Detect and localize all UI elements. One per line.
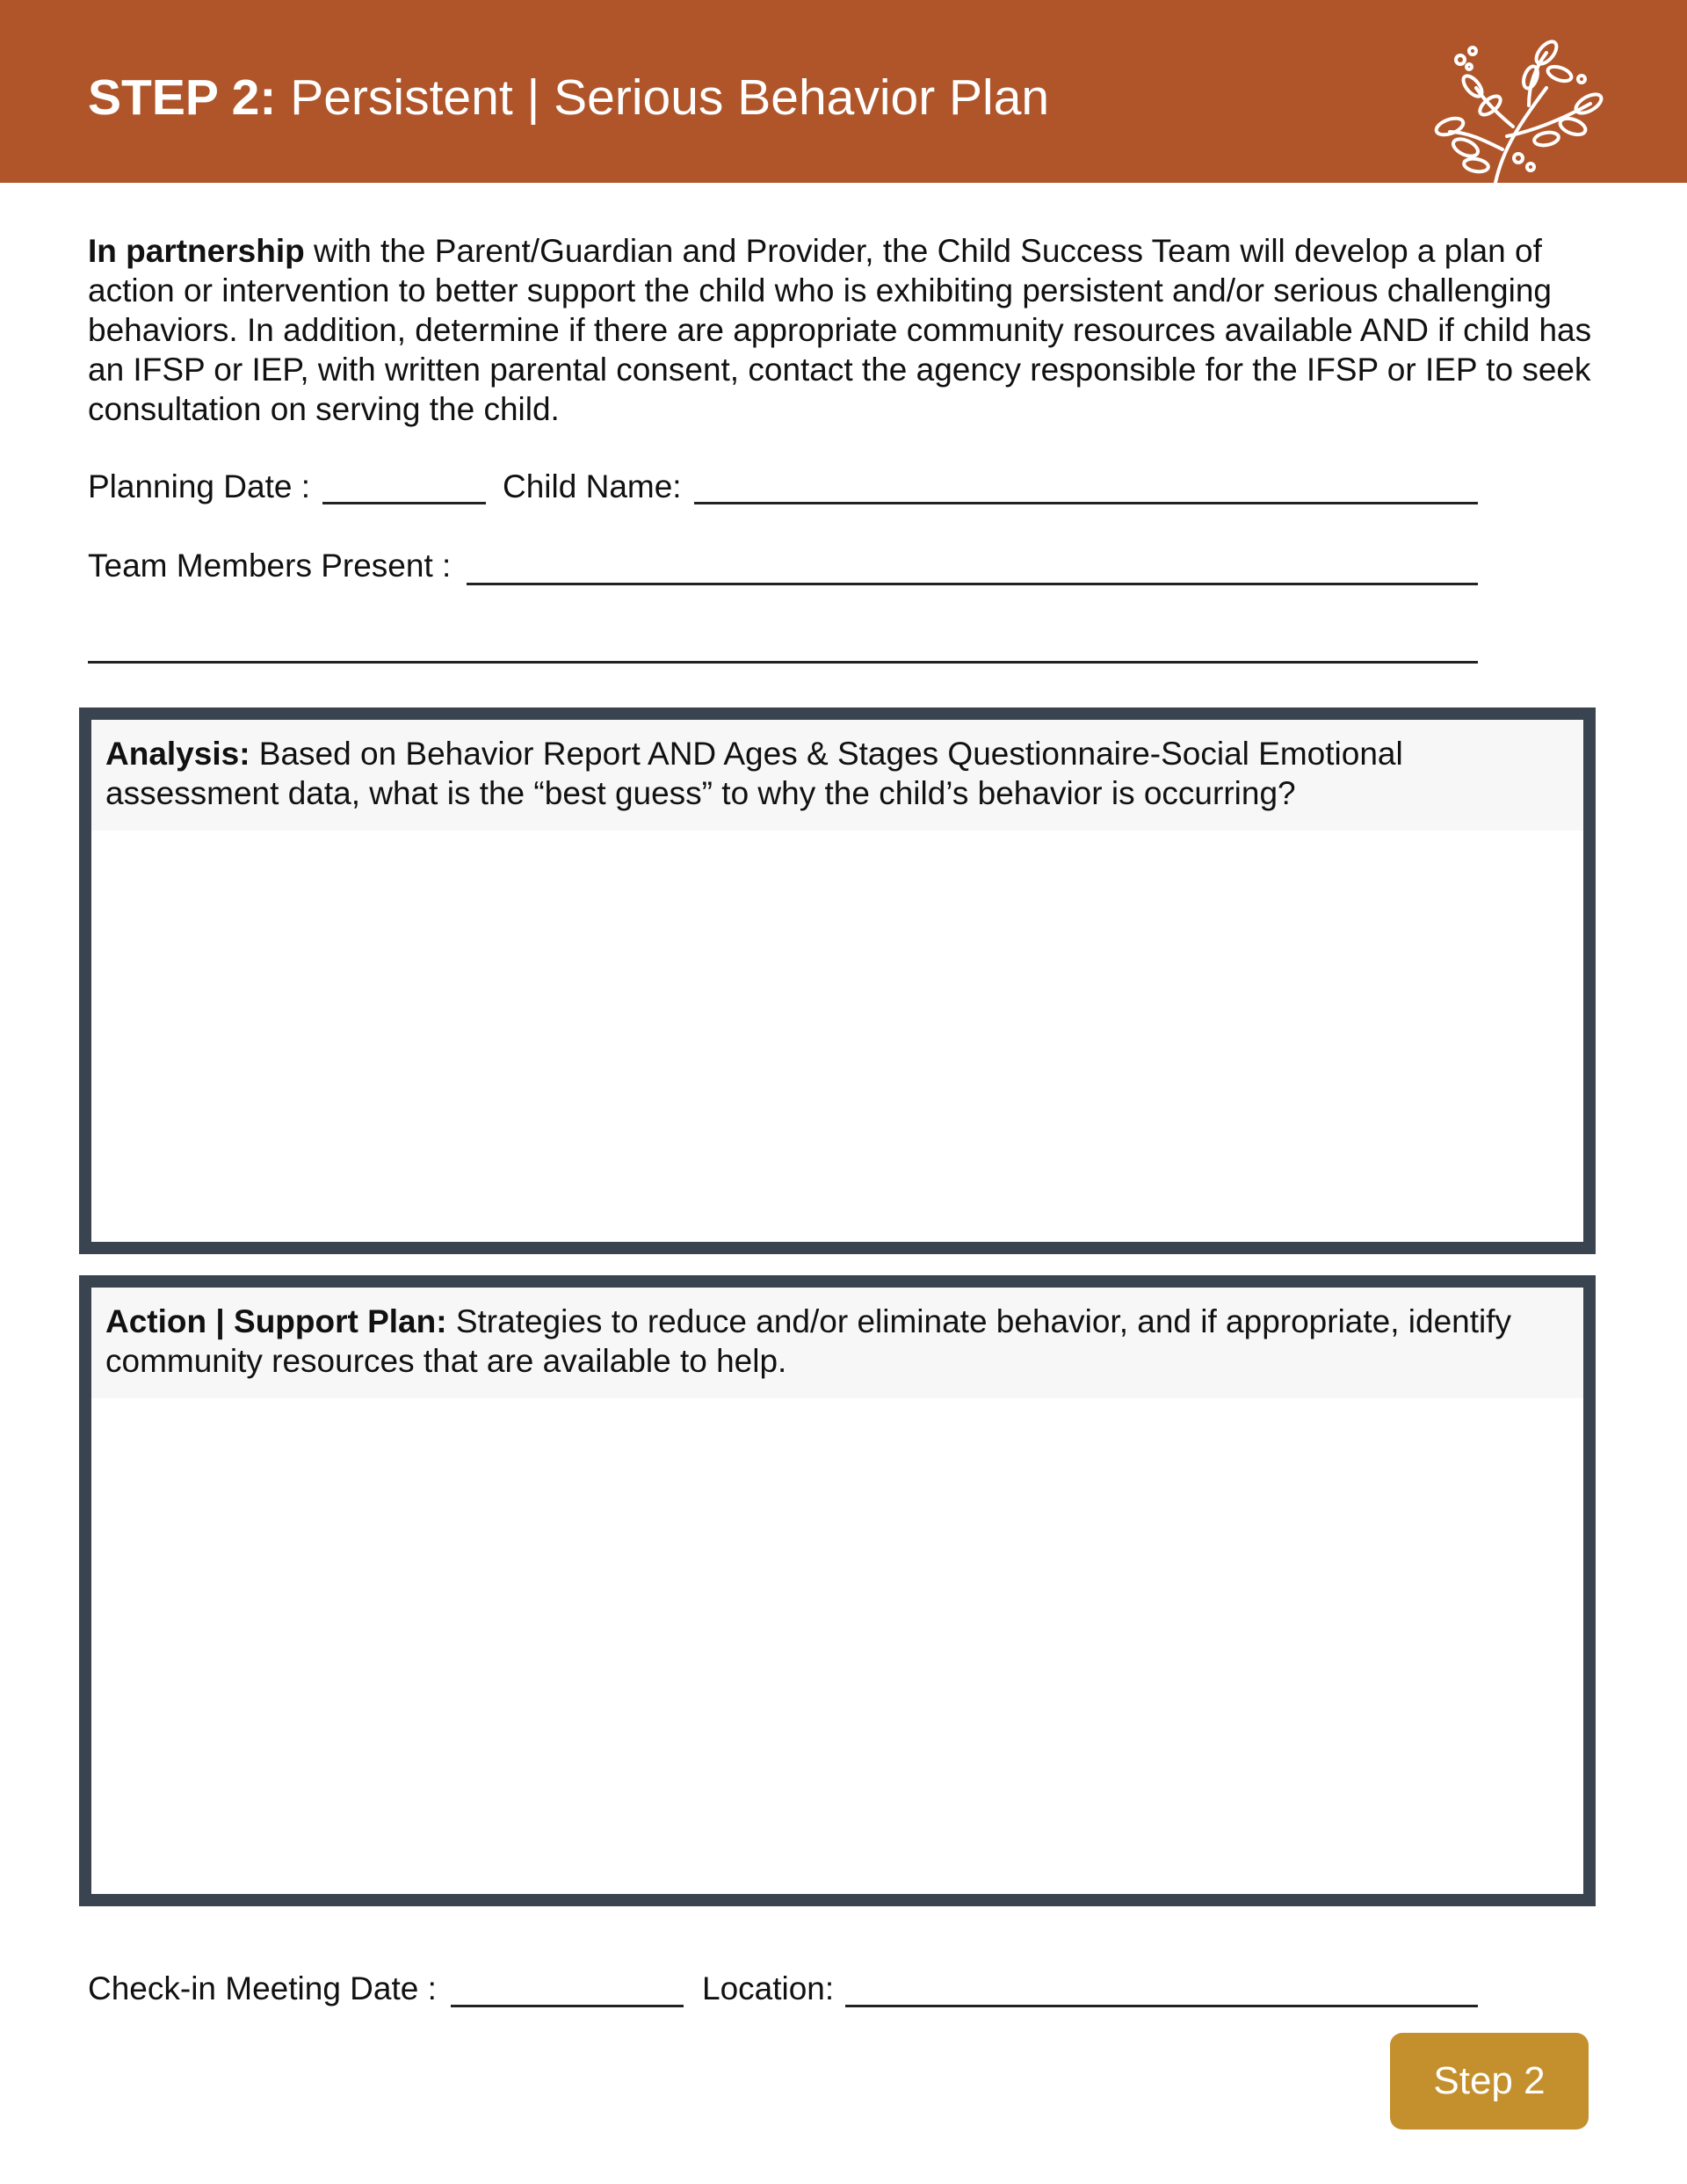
analysis-box (79, 707, 1596, 1254)
child-name-label: Child Name: (503, 468, 682, 504)
page-header (0, 0, 1687, 183)
floral-branch-icon (1415, 35, 1608, 183)
page-title (88, 69, 1049, 127)
intro-body: with the Parent/Guardian and Provider, the Child Success Team will develop a plan of action or intervention to better support the child who is exhibiting persistent and/or serious challenging behaviors. In addition, determine if there are appropriate community resources available AND if child has an IFSP or IEP, with written parental consent, contact the agency responsible for the IFSP or IEP to seek consultation on serving the child. (88, 233, 1592, 427)
analysis-text: Based on Behavior Report AND Ages & Stages Questionnaire-Social Emotional assessment data, what is the “best guess” to why the child’s behavior is occurring? (105, 736, 1403, 811)
location-field[interactable] (845, 2005, 1478, 2007)
analysis-prompt (91, 720, 1583, 831)
team-members-field-continued[interactable] (88, 661, 1478, 664)
location-label: Location: (702, 1970, 835, 2006)
step-badge: Step 2 (1390, 2033, 1589, 2130)
child-name-field[interactable] (694, 502, 1478, 504)
team-members-label: Team Members Present : (88, 548, 452, 584)
intro-lead: In partnership (88, 233, 305, 269)
action-plan-box (79, 1275, 1596, 1906)
intro-paragraph (88, 231, 1599, 429)
action-plan-response-area[interactable] (91, 1398, 1583, 1899)
action-plan-label: Action | Support Plan: (105, 1303, 447, 1339)
planning-date-field[interactable] (322, 502, 486, 504)
planning-date-label: Planning Date : (88, 468, 311, 504)
analysis-label: Analysis: (105, 736, 250, 772)
title-step: STEP 2: (88, 69, 277, 126)
action-plan-prompt (91, 1288, 1583, 1398)
team-members-field[interactable] (467, 583, 1478, 585)
checkin-date-field[interactable] (451, 2005, 684, 2007)
checkin-date-label: Check-in Meeting Date : (88, 1970, 437, 2006)
analysis-response-area[interactable] (91, 831, 1583, 1244)
title-text: Persistent | Serious Behavior Plan (276, 69, 1050, 126)
action-plan-text: Strategies to reduce and/or eliminate behavior, and if appropriate, identify community resources that are available to help. (105, 1303, 1512, 1379)
